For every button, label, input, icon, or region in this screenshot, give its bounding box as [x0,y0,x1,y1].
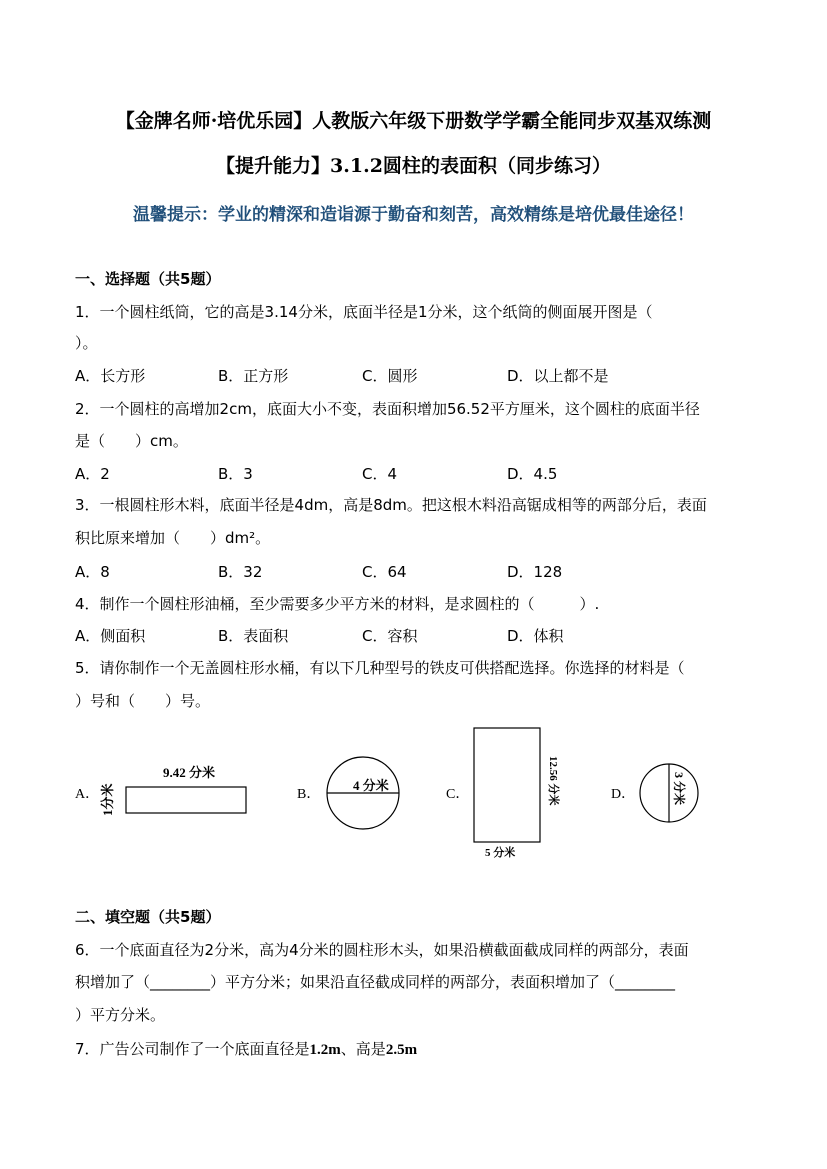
q4-line1: 4．制作一个圆柱形油桶，至少需要多少平方米的材料，是求圆柱的（ ）. [75,595,600,613]
figure-d-diameter-dim: 3 分米 [672,772,686,806]
figure-c-label: C． [446,787,470,802]
figure-c-rectangle [474,728,540,842]
q1-line2: ）。 [75,334,98,352]
q5-line2: ）号和（ ）号。 [75,692,211,710]
q1-option-b: B．正方形 [218,367,289,385]
q5-figure [60,720,760,865]
q5-line1: 5．请你制作一个无盖圆柱形水桶，有以下几种型号的铁皮可供搭配选择。你选择的材料是（ [75,659,685,677]
q3-option-a: A．8 [75,563,110,581]
q2-option-d: D．4.5 [507,465,558,483]
q4-option-b: B．表面积 [218,627,289,645]
figure-a-rectangle [126,787,246,813]
q7-diameter: 1.2m [309,1042,341,1058]
q2-line2: 是（ ）cm。 [75,432,188,450]
q1-option-c: C．圆形 [362,367,418,385]
q3-line2: 积比原来增加（ ）dm²。 [75,529,271,547]
figure-d-label: D． [611,787,636,802]
q2-line1: 2．一个圆柱的高增加2cm，底面大小不变，表面积增加56.52平方厘米，这个圆柱的底面半径 [75,400,700,418]
q3-option-d: D．128 [507,563,563,581]
q1-line1: 1．一个圆柱纸筒，它的高是3.14分米，底面半径是1分米，这个纸筒的侧面展开图是（ [75,303,653,321]
q1-option-d: D．以上都不是 [507,367,609,385]
figure-b-radius-dim: 4 分米 [353,778,389,793]
q7-height: 2.5m [385,1042,418,1058]
section-heading-fill: 二、填空题（共5题） [75,908,221,926]
q2-option-c: C．4 [362,465,398,483]
q4-option-d: D．体积 [507,627,564,645]
title-line-1: 【金牌名师·培优乐园】人教版六年级下册数学学霸全能同步双基双练测 [115,110,712,132]
figure-c-height-dim: 12.56 分米 [547,756,559,806]
figure-b-label: B． [297,787,321,802]
q4-option-c: C．容积 [362,627,418,645]
q6-line2: 积增加了（________）平方分米；如果沿直径截成同样的两部分，表面积增加了（________ [75,973,676,991]
q4-option-a: A．侧面积 [75,627,146,645]
figure-c-bottom-dim: 5 分米 [485,847,516,859]
q3-option-c: C．64 [362,563,407,581]
q7-line1 [75,1038,417,1059]
q6-line1: 6．一个底面直径为2分米，高为4分米的圆柱形木头，如果沿横截面截成同样的两部分，表面 [75,941,689,959]
q7-mid: 、高是 [340,1040,386,1058]
title-line-2: 【提升能力】3.1.2圆柱的表面积（同步练习） [216,155,611,177]
q2-option-a: A．2 [75,465,110,483]
figure-a-top-dim: 9.42 分米 [163,765,216,780]
q3-option-b: B．32 [218,563,263,581]
q1-option-a: A．长方形 [75,367,146,385]
q6-line3: ）平方分米。 [75,1006,166,1024]
figure-a-side-dim: 1分米 [100,783,115,816]
q3-line1: 3．一根圆柱形木料，底面半径是4dm，高是8dm。把这根木料沿高锯成相等的两部分后，表面 [75,496,707,514]
section-heading-choice: 一、选择题（共5题） [75,270,221,288]
figure-a-label: A． [75,787,100,802]
q2-option-b: B．3 [218,465,253,483]
q7-prefix: 7．广告公司制作了一个底面直径是 [75,1040,310,1058]
tip-text: 温馨提示：学业的精深和造诣源于勤奋和刻苦，高效精练是培优最佳途径！ [133,205,694,225]
